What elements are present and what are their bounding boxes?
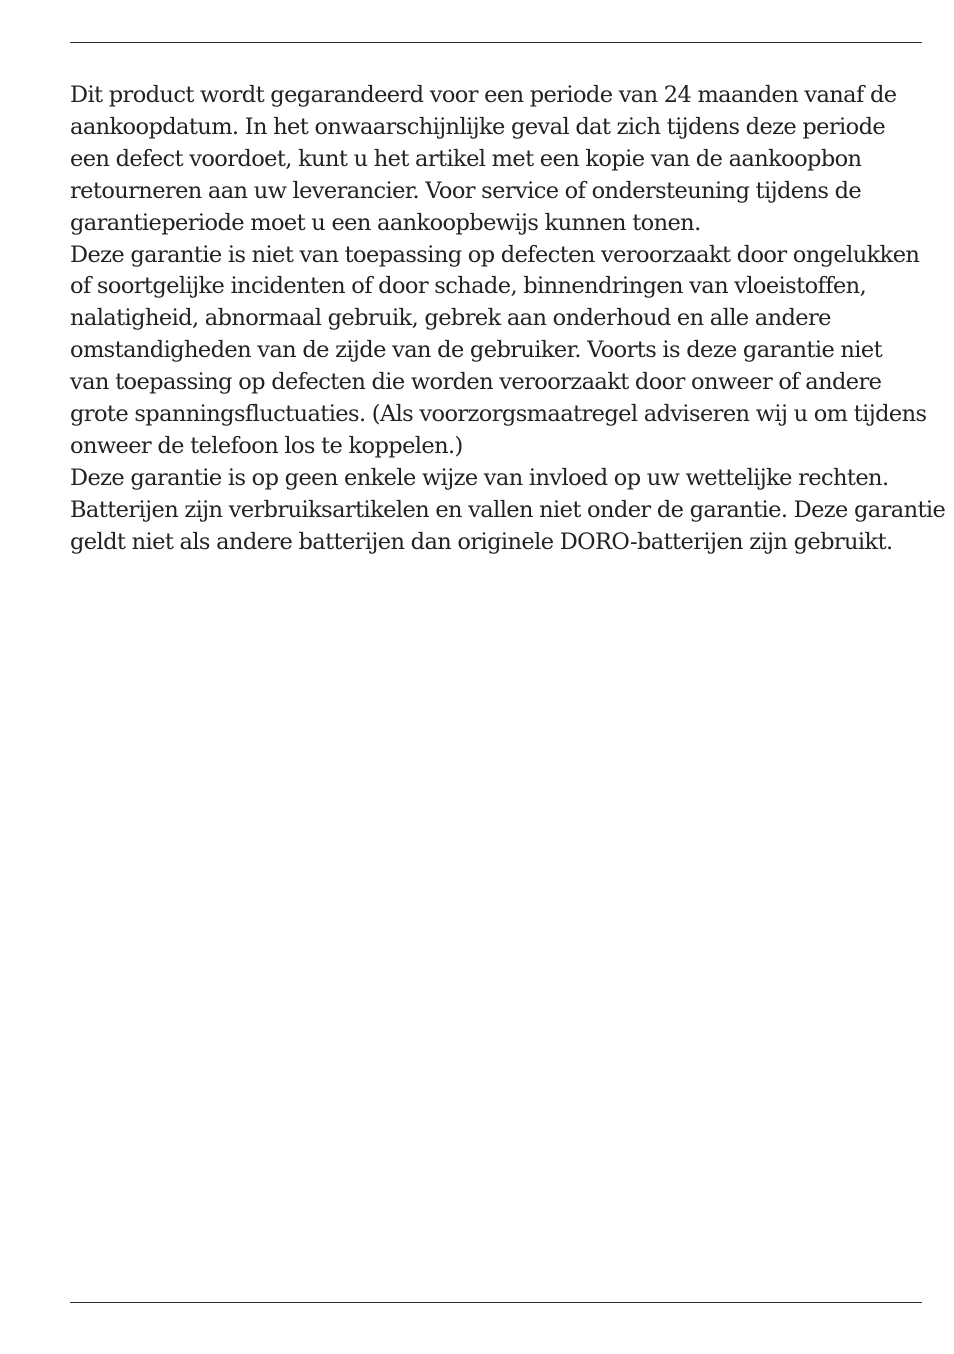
text-line: omstandigheden van de zijde van de gebruiker. Voorts is deze garantie niet <box>70 337 883 364</box>
top-divider <box>70 42 922 43</box>
text-line: onweer de telefoon los te koppelen.) <box>70 432 463 459</box>
text-line: Dit product wordt gegarandeerd voor een periode van 24 maanden vanaf de <box>70 82 897 108</box>
text-line: Batterijen zijn verbruiksartikelen en vallen niet onder de garantie. Deze garantie <box>70 496 946 523</box>
text-line: Deze garantie is op geen enkele wijze van invloed op uw wettelijke rechten. <box>70 464 889 491</box>
text-line: Deze garantie is niet van toepassing op defecten veroorzaakt door ongelukken <box>70 241 920 268</box>
bottom-divider <box>70 1302 922 1303</box>
text-line: of soortgelijke incidenten of door schade, binnendringen van vloeistoffen, <box>70 273 867 300</box>
text-line: geldt niet als andere batterijen dan originele DORO-batterijen zijn gebruikt. <box>70 528 893 555</box>
warranty-text <box>70 80 946 559</box>
text-line: retourneren aan uw leverancier. Voor service of ondersteuning tijdens de <box>70 177 862 204</box>
text-line: een defect voordoet, kunt u het artikel met een kopie van de aankoopbon <box>70 145 862 172</box>
text-line: van toepassing op defecten die worden veroorzaakt door onweer of andere <box>70 369 882 396</box>
text-line: aankoopdatum. In het onwaarschijnlijke geval dat zich tijdens deze periode <box>70 113 886 140</box>
text-line: nalatigheid, abnormaal gebruik, gebrek aan onderhoud en alle andere <box>70 305 831 332</box>
text-line: garantieperiode moet u een aankoopbewijs kunnen tonen. <box>70 209 701 236</box>
text-line: grote spanningsfluctuaties. (Als voorzorgsmaatregel adviseren wij u om tijdens <box>70 401 927 428</box>
